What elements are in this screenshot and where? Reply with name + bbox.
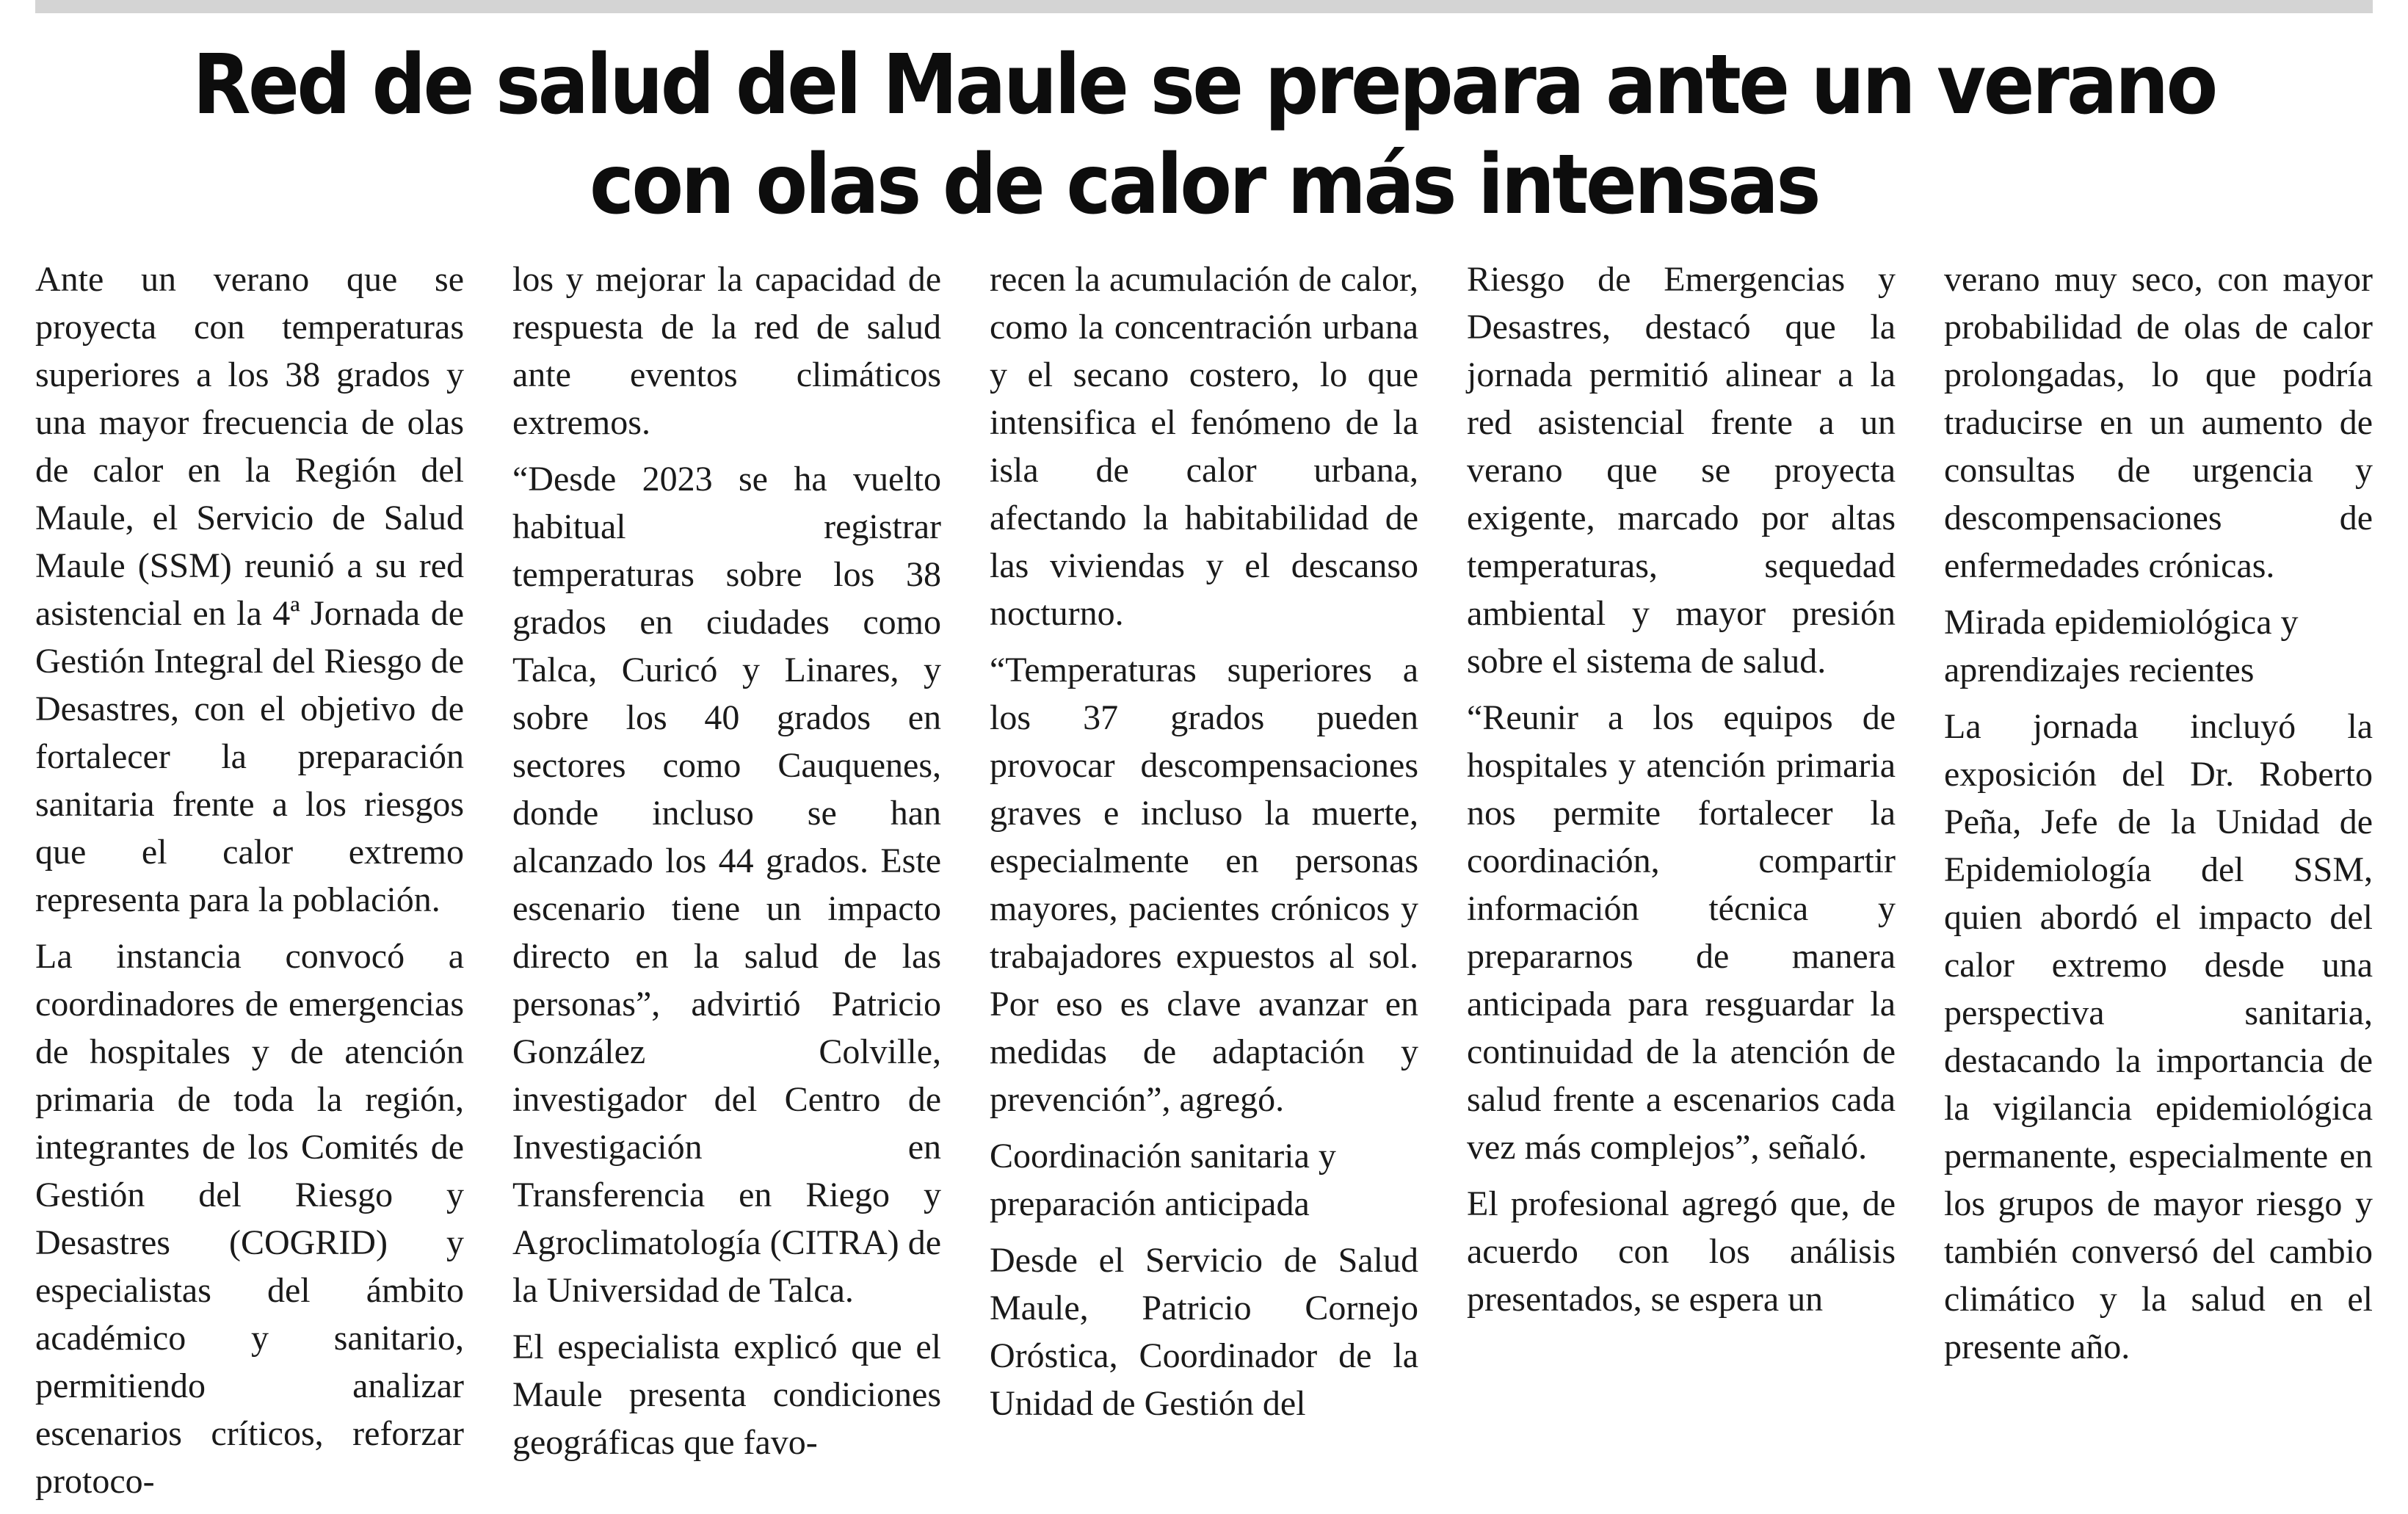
paragraph: La jornada incluyó la exposición del Dr. Roberto Peña, Jefe de la Unidad de Epidemiología del SSM, quien abordó el impacto del calor extremo desde una perspectiva sanitaria, destacando la importancia de la vigilancia epidemiológica permanente, especialmente en los grupos de mayor riesgo y también conversó del cambio climático y la salud en el presente año. xyxy=(1944,707,2373,1366)
paragraph: Riesgo de Emergencias y Desastres, destacó que la jornada permitió alinear a la red asistencial frente a un verano que se proyecta exigente, marcado por altas temperaturas, sequedad ambiental y mayor presión sobre el sistema de salud. xyxy=(1467,260,1896,681)
column-3 xyxy=(990,256,1418,1514)
column-2 xyxy=(512,256,941,1514)
column-5 xyxy=(1944,256,2373,1514)
section-subheading: Mirada epidemiológica y aprendizajes recientes xyxy=(1944,603,2299,689)
paragraph: La instancia convocó a coordinadores de emergencias de hospitales y de atención primaria de toda la región, integrantes de los Comités de Gestión del Riesgo y Desastres (COGRID) y especialistas del ámbito académico y sanitario, permitiendo analizar escenarios críticos, reforzar protoco- xyxy=(35,937,464,1501)
top-rule xyxy=(35,0,2373,13)
paragraph: El profesional agregó que, de acuerdo con los análisis presentados, se espera un xyxy=(1467,1184,1896,1319)
paragraph: recen la acumulación de calor, como la concentración urbana y el secano costero, lo que intensifica el fenómeno de la isla de calor urbana, afectando la habitabilidad de las viviendas y el descanso nocturno. xyxy=(990,260,1418,633)
paragraph: los y mejorar la capacidad de respuesta de la red de salud ante eventos climáticos extremos. xyxy=(512,260,941,442)
paragraph: “Desde 2023 se ha vuelto habitual registrar temperaturas sobre los 38 grados en ciudades como Talca, Curicó y Linares, y sobre los 40 grados en sectores como Cauquenes, donde incluso se han alcanzado los 44 grados. Este escenario tiene un impacto directo en la salud de las personas”, advirtió Patricio González Colville, investigador del Centro de Investigación en Transferencia en Riego y Agroclimatología (CITRA) de la Universidad de Talca. xyxy=(512,460,941,1310)
paragraph: Desde el Servicio de Salud Maule, Patricio Cornejo Oróstica, Coordinador de la Unidad de Gestión del xyxy=(990,1241,1418,1423)
article-headline: Red de salud del Maule se prepara ante un verano con olas de calor más intensas xyxy=(192,37,2216,233)
column-4 xyxy=(1467,256,1896,1514)
paragraph: Ante un verano que se proyecta con temperaturas superiores a los 38 grados y una mayor frecuencia de olas de calor en la Región del Maule, el Servicio de Salud Maule (SSM) reunió a su red asistencial en la 4ª Jornada de Gestión Integral del Riesgo de Desastres, con el objetivo de fortalecer la preparación sanitaria frente a los riesgos que el calor extremo representa para la población. xyxy=(35,260,464,919)
paragraph: “Temperaturas superiores a los 37 grados pueden provocar descompensaciones graves e incluso la muerte, especialmente en personas mayores, pacientes crónicos y trabajadores expuestos al sol. Por eso es clave avanzar en medidas de adaptación y prevención”, agregó. xyxy=(990,651,1418,1119)
paragraph: El especialista explicó que el Maule presenta condiciones geográficas que favo- xyxy=(512,1328,941,1462)
paragraph: “Reunir a los equipos de hospitales y atención primaria nos permite fortalecer la coordinación, compartir información técnica y prepararnos de manera anticipada para resguardar la continuidad de la atención de salud frente a escenarios cada vez más complejos”, señaló. xyxy=(1467,698,1896,1167)
column-1 xyxy=(35,256,464,1514)
article-body xyxy=(35,256,2373,1501)
paragraph: verano muy seco, con mayor probabilidad de olas de calor prolongadas, lo que podría traducirse en un aumento de consultas de urgencia y descompensaciones de enfermedades crónicas. xyxy=(1944,260,2373,585)
section-subheading: Coordinación sanitaria y preparación anticipada xyxy=(990,1137,1336,1223)
